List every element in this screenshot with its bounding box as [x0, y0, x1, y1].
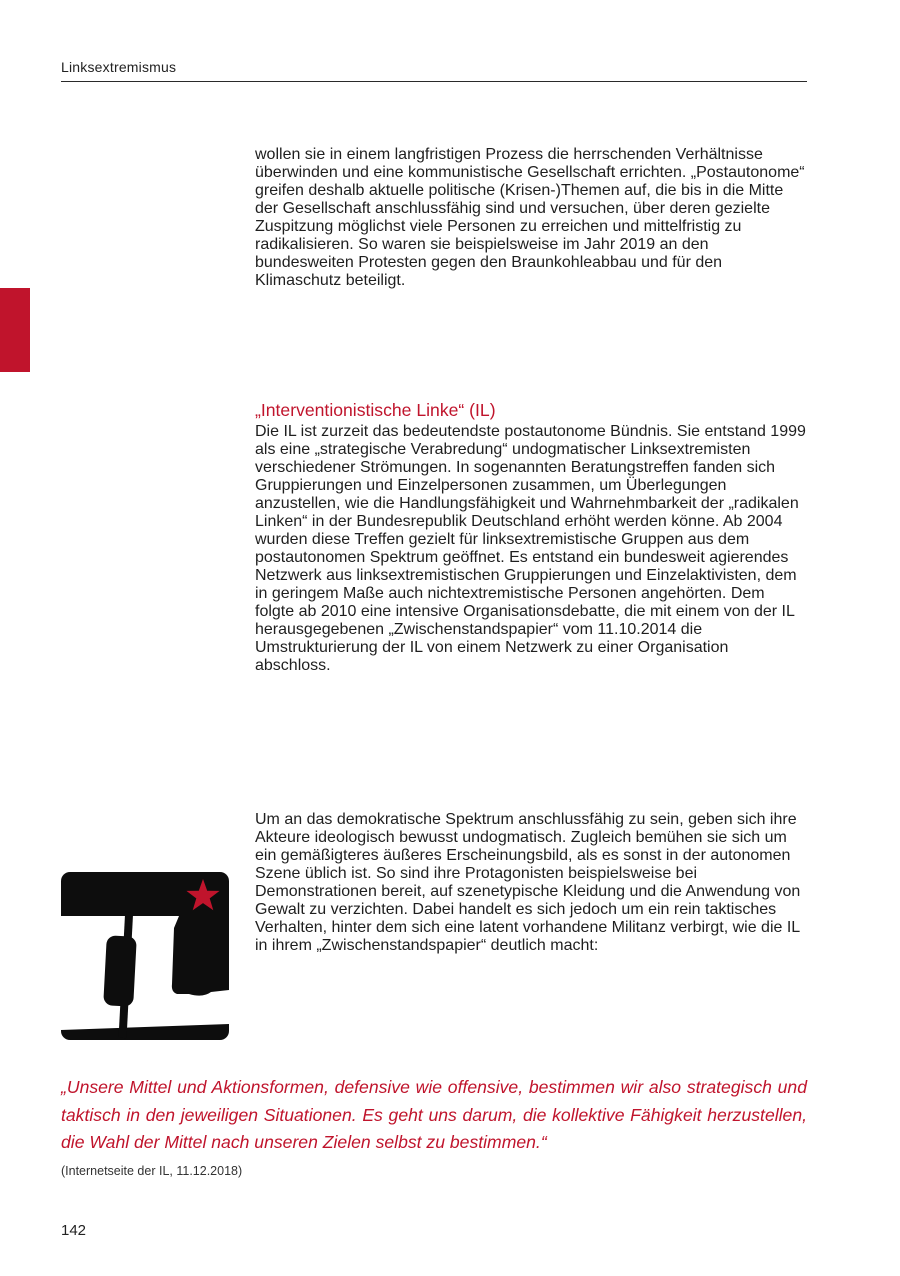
chapter-tab-marker	[0, 288, 30, 372]
body-paragraph-2: Die IL ist zurzeit das bedeutendste postautonome Bündnis. Sie entstand 1999 als eine „strategische Verabredung“ undogmatischer Linksextremisten verschiedener Strömungen. In sogenannten Beratungstreffen fanden sich Gruppierungen und Einzelpersonen zusammen, um Überlegungen anzustellen, wie die Handlungsfähigkeit und Wahrnehmbarkeit der „radikalen Linken“ in der Bundesrepublik Deutschland erhöht werden könne. Ab 2004 wurden diese Treffen gezielt für linksextremistische Gruppen aus dem postautonomen Spektrum geöffnet. Es entstand ein bundesweit agierendes Netzwerk aus linksextremistischen Gruppierungen und Einzelaktivisten, dem in geringem Maße auch nichtextremistische Personen angehörten. Dem folgte ab 2010 eine intensive Organisationsdebatte, die mit einem von der IL herausgegebenen „Zwischenstandspapier“ vom 11.10.2014 die Umstrukturierung der IL von einem Netzwerk zu einer Organisation abschloss.	[255, 423, 806, 674]
running-head: Linksextremismus	[61, 59, 177, 75]
pull-quote: „Unsere Mittel und Aktionsformen, defensive wie offensive, bestimmen wir also strategisch und taktisch in den jeweiligen Situationen. Es geht uns darum, die kollektive Fähigkeit herzustellen, die Wahl der Mittel nach unseren Zielen selbst zu bestimmen.“	[61, 1077, 807, 1153]
body-paragraph-3: Um an das demokratische Spektrum anschlussfähig zu sein, geben sich ihre Akteure ideologisch bewusst undogmatisch. Zugleich bemühen sie sich um ein gemäßigteres äußeres Erscheinungsbild, als es sonst in der autonomen Szene üblich ist. So sind ihre Protagonisten beispielsweise bei Demonstrationen bereit, auf szenetypische Kleidung und die Anwendung von Gewalt zu verzichten. Dabei handelt es sich jedoch um ein rein taktisches Verhalten, hinter dem sich eine latent vorhandene Militanz verbirgt, wie die IL in ihrem „Zwischenstandspapier“ deutlich macht:	[255, 811, 801, 954]
quote-source: (Internetseite der IL, 11.12.2018)	[61, 1164, 243, 1178]
il-logo-icon	[61, 872, 229, 1040]
page-number: 142	[61, 1222, 87, 1239]
header-rule	[61, 81, 807, 82]
body-paragraph-1: wollen sie in einem langfristigen Prozess die herrschenden Verhältnisse überwinden und eine kommunistische Gesellschaft errichten. „Postautonome“ greifen deshalb aktuelle politische (Krisen-)Themen auf, die bis in die Mitte der Gesellschaft anschlussfähig sind und versuchen, über deren gezielte Zuspitzung möglichst viele Personen zu erreichen und mittelfristig zu radikalisieren. So waren sie beispielsweise im Jahr 2019 an den bundesweiten Protesten gegen den Braunkohleabbau und für den Klimaschutz beteiligt.	[255, 146, 805, 289]
section-heading: „Interventionistische Linke“ (IL)	[255, 399, 496, 420]
